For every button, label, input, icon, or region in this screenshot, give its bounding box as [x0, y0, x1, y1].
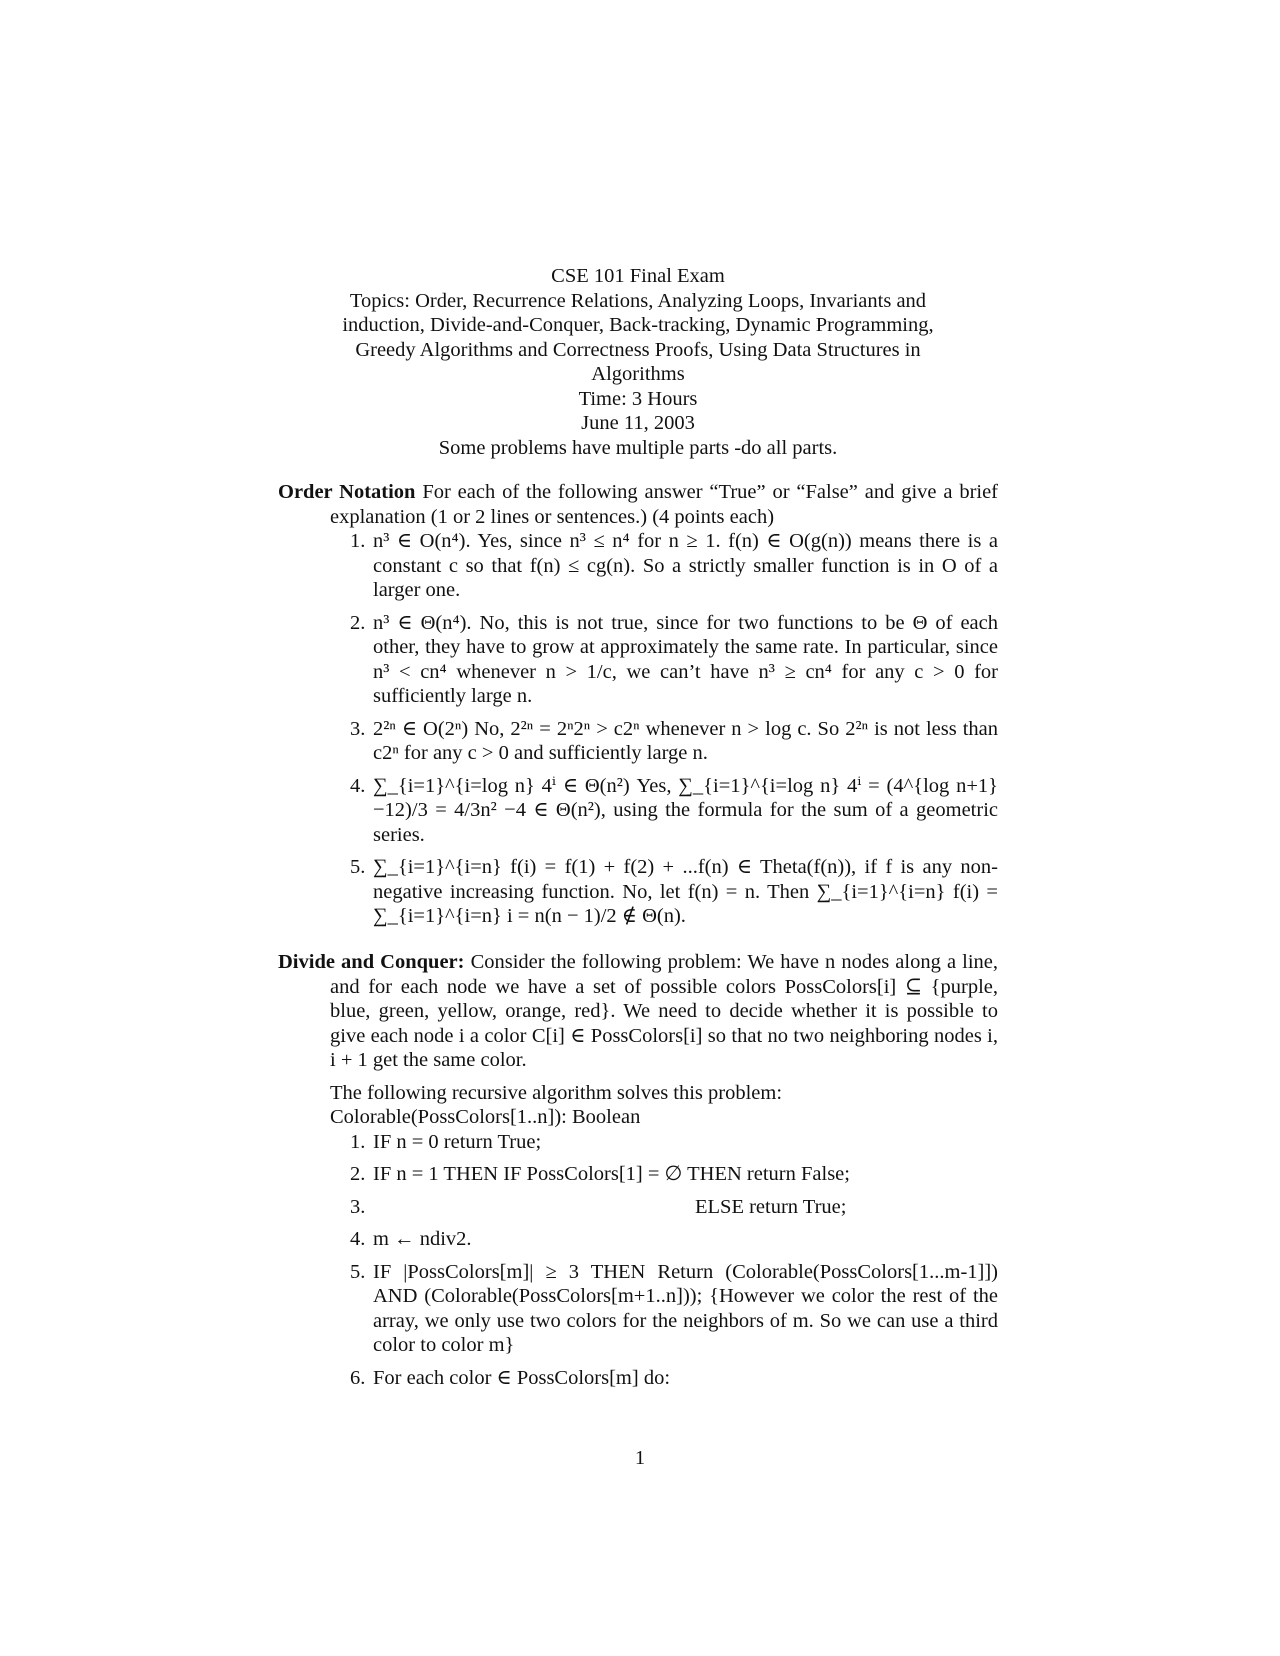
- section-heading: Order Notation: [278, 481, 416, 503]
- list-item: 2. n³ ∈ Θ(n⁴). No, this is not true, since for two functions to be Θ of each other, they have to grow at approximately the same rate. In particular, since n³ < cn⁴ whenever n > 1/c, we can’t have n³ ≥ cn⁴ for any c > 0 for sufficiently large n.: [350, 611, 998, 707]
- list-item: 1. n³ ∈ O(n⁴). Yes, since n³ ≤ n⁴ for n ≥ 1. f(n) ∈ O(g(n)) means there is a constant c so that f(n) ≤ cg(n). So a strictly smaller function is in O of a larger one.: [350, 530, 998, 601]
- step-text: IF |PossColors[m]| ≥ 3 THEN Return (Colorable(PossColors[1...m-1]]) AND (Colorable(PossColors[m+1..n])); {However we color the rest of the array, we only use two colors for the neighbors of m. So we can use a third color to color m}: [373, 1260, 998, 1356]
- page-number: 1: [634, 1447, 646, 1469]
- list-item: 4. m ← ndiv2.: [350, 1228, 472, 1250]
- topics-line: Topics: Order, Recurrence Relations, Analyzing Loops, Invariants and: [349, 289, 927, 312]
- step-text: ELSE return True;: [695, 1195, 847, 1218]
- question-text: ∑_{i=1}^{i=log n} 4ⁱ ∈ Θ(n²) Yes, ∑_{i=1}^{i=log n} 4ⁱ = (4^{log n+1} −12)/3 = 4/3n² −4 ∈ Θ(n²), using the formula for the sum of a geometric series.: [373, 774, 998, 846]
- exam-time: Time: 3 Hours: [578, 387, 698, 410]
- exam-header: [300, 264, 976, 460]
- question-text: 2²ⁿ ∈ O(2ⁿ) No, 2²ⁿ = 2ⁿ2ⁿ > c2ⁿ whenever n > log c. So 2²ⁿ is not less than c2ⁿ for any c > 0 and sufficiently large n.: [373, 717, 998, 764]
- topics-line: Greedy Algorithms and Correctness Proofs, Using Data Structures in: [355, 338, 921, 361]
- list-item: 4. ∑_{i=1}^{i=log n} 4ⁱ ∈ Θ(n²) Yes, ∑_{i=1}^{i=log n} 4ⁱ = (4^{log n+1} −12)/3 = 4/3n² −4 ∈ Θ(n²), using the formula for the sum of a geometric series.: [350, 774, 998, 846]
- exam-date: June 11, 2003: [581, 412, 695, 434]
- list-item: 5. IF |PossColors[m]| ≥ 3 THEN Return (Colorable(PossColors[1...m-1]]) AND (Colorable(PossColors[m+1..n])); {However we color the rest of the array, we only use two colors for the neighbors of m. So we can use a third color to color m}: [350, 1260, 998, 1356]
- list-item: 2. IF n = 1 THEN IF PossColors[1] = ∅ THEN return False;: [350, 1163, 850, 1185]
- divide-and-conquer-section: [278, 950, 998, 1398]
- question-text: n³ ∈ O(n⁴). Yes, since n³ ≤ n⁴ for n ≥ 1. f(n) ∈ O(g(n)) means there is a constant c so that f(n) ≤ cg(n). So a strictly smaller function is in O of a larger one.: [373, 530, 998, 601]
- list-item: 6. For each color ∈ PossColors[m] do:: [350, 1366, 671, 1389]
- section-heading: Divide and Conquer:: [278, 951, 465, 973]
- order-notation-intro: [278, 480, 998, 529]
- question-text: n³ ∈ Θ(n⁴). No, this is not true, since for two functions to be Θ of each other, they have to grow at approximately the same rate. In particular, since n³ < cn⁴ whenever n > 1/c, we can’t have n³ ≥ cn⁴ for any c > 0 for sufficiently large n.: [373, 611, 998, 707]
- list-item: 3. ELSE return True;: [278, 1195, 998, 1220]
- section-intro-text: Consider the following problem: We have n nodes along a line, and for each node we have a set of possible colors PossColors[i] ⊆ {purple, blue, green, yellow, orange, red}. We need to decide whether it is possible to give each node i a color C[i] ∈ PossColors[i] so that no two neighboring nodes i, i + 1 get the same color.: [330, 951, 999, 1071]
- algorithm-description: The following recursive algorithm solves this problem: Colorable(PossColors[1..n]): Boolean: [330, 1081, 783, 1128]
- step-text: For each color ∈ PossColors[m] do:: [373, 1366, 671, 1389]
- list-item: 5. ∑_{i=1}^{i=n} f(i) = f(1) + f(2) + ...f(n) ∈ Theta(f(n)), if f is any non-negative increasing function. No, let f(n) = n. Then ∑_{i=1}^{i=n} f(i) = ∑_{i=1}^{i=n} i = n(n − 1)/2 ∉ Θ(n).: [350, 856, 998, 927]
- order-notation-section: [278, 480, 998, 937]
- topics-line: induction, Divide-and-Conquer, Back-tracking, Dynamic Programming,: [342, 314, 934, 336]
- divide-and-conquer-intro: [278, 950, 998, 1073]
- algorithm-steps: [278, 1130, 998, 1391]
- question-text: ∑_{i=1}^{i=n} f(i) = f(1) + f(2) + ...f(n) ∈ Theta(f(n)), if f is any non-negative increasing function. No, let f(n) = n. Then ∑_{i=1}^{i=n} f(i) = ∑_{i=1}^{i=n} i = n(n − 1)/2 ∉ Θ(n).: [373, 856, 998, 927]
- topics-line: Algorithms: [591, 363, 685, 385]
- step-text: m ← ndiv2.: [373, 1228, 472, 1250]
- order-question-list: [278, 529, 998, 929]
- exam-instructions: Some problems have multiple parts -do all parts.: [438, 436, 838, 459]
- exam-title: CSE 101 Final Exam: [551, 265, 725, 287]
- list-item: 1. IF n = 0 return True;: [350, 1130, 542, 1153]
- list-item: 3. 2²ⁿ ∈ O(2ⁿ) No, 2²ⁿ = 2ⁿ2ⁿ > c2ⁿ whenever n > log c. So 2²ⁿ is not less than c2ⁿ for any c > 0 and sufficiently large n.: [350, 717, 998, 764]
- section-intro-text: For each of the following answer “True” or “False” and give a brief explanation (1 or 2 lines or sentences.) (4 points each): [330, 481, 999, 528]
- step-text: IF n = 1 THEN IF PossColors[1] = ∅ THEN return False;: [373, 1163, 850, 1185]
- step-text: IF n = 0 return True;: [373, 1130, 542, 1153]
